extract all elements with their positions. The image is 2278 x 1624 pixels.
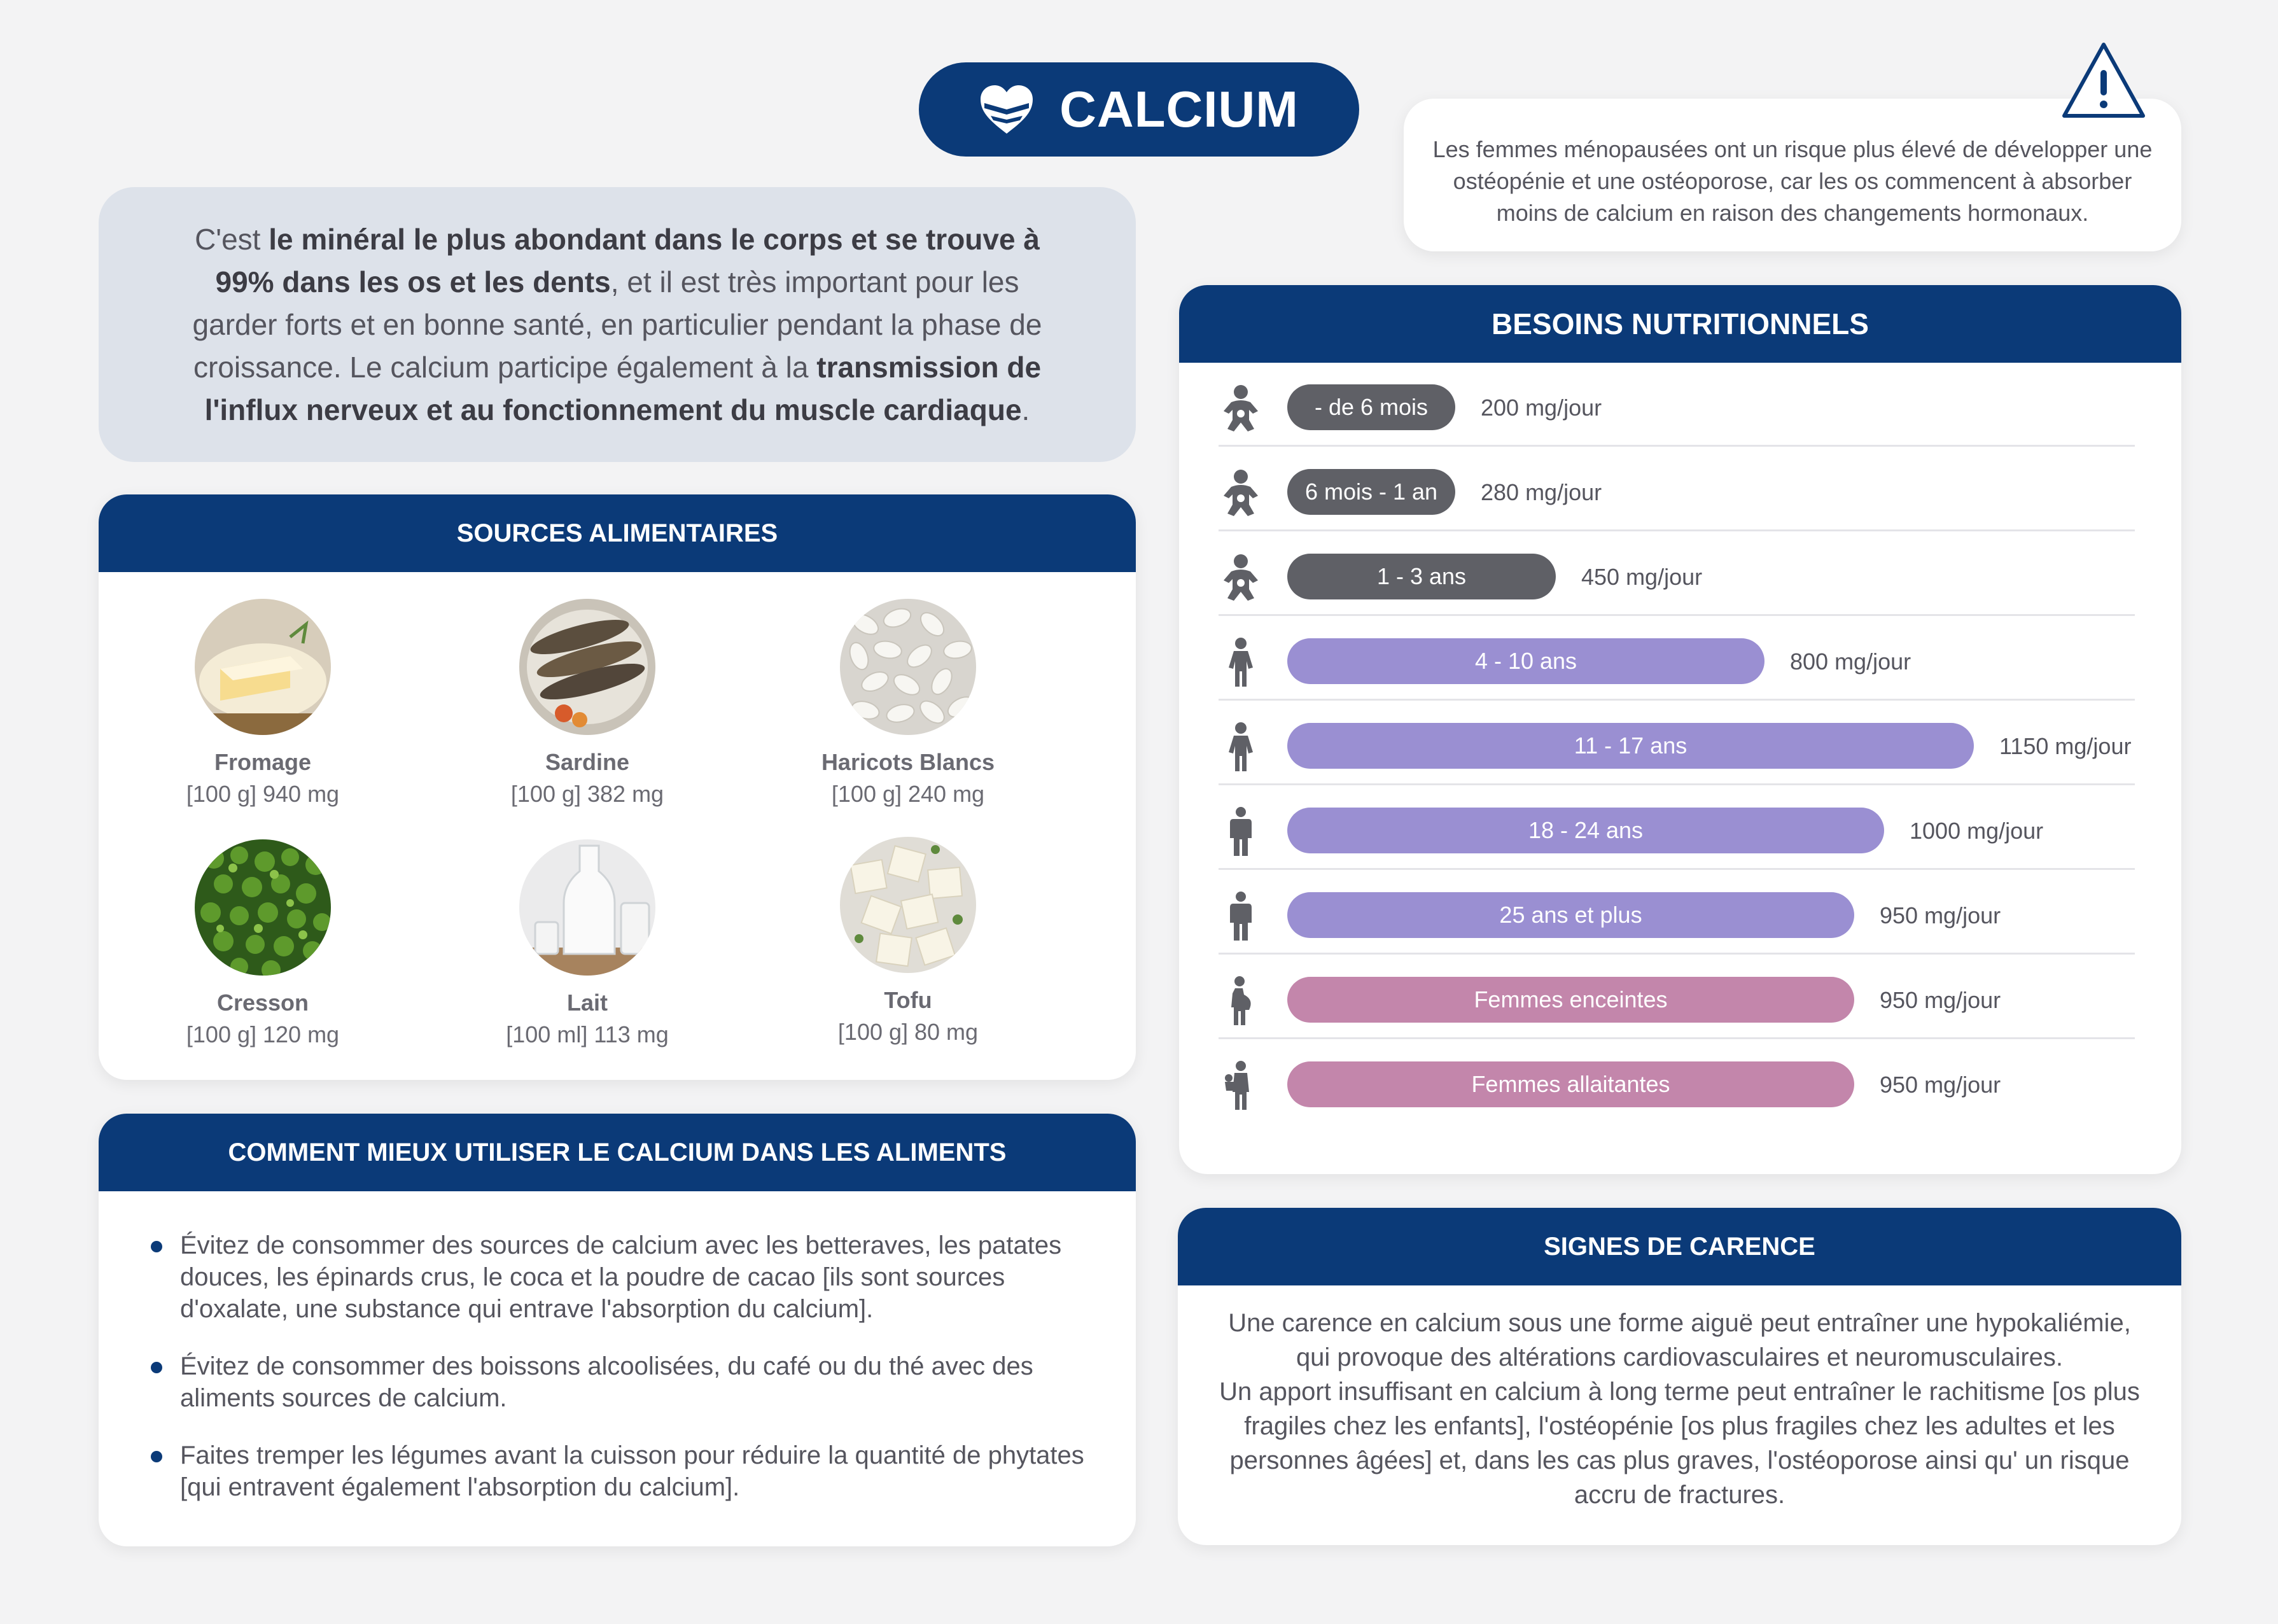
needs-bar: 25 ans et plus <box>1287 892 1854 938</box>
food-name: Sardine <box>545 749 630 775</box>
food-name: Tofu <box>884 987 932 1013</box>
needs-bar: Femmes allaitantes <box>1287 1061 1854 1107</box>
warning-card <box>1404 99 2181 251</box>
list-item: Évitez de consommer des boissons alcoolisées, du café ou du thé avec des aliments sources de calcium. <box>156 1350 1091 1414</box>
needs-value: 1150 mg/jour <box>1999 733 2132 759</box>
infant-icon <box>1219 468 1263 519</box>
needs-value: 1000 mg/jour <box>1910 818 2044 844</box>
needs-bar: 1 - 3 ans <box>1287 554 1556 599</box>
needs-row <box>1219 1040 2135 1124</box>
needs-row <box>1219 955 2135 1039</box>
needs-value: 950 mg/jour <box>1880 902 2001 928</box>
food-sources-heading: SOURCES ALIMENTAIRES <box>99 494 1136 572</box>
needs-value: 950 mg/jour <box>1880 1072 2001 1098</box>
tofu-photo <box>840 837 976 973</box>
needs-bar: 6 mois - 1 an <box>1287 469 1455 515</box>
food-sources-card <box>99 494 1136 1080</box>
warning-triangle-icon <box>2060 41 2147 121</box>
needs-bar: 18 - 24 ans <box>1287 808 1884 853</box>
food-item-lait <box>460 839 715 1048</box>
deficiency-line-longterm: Un apport insuffisant en calcium à long terme peut entraîner le rachitisme [os plus fragiles chez les enfants], l'ostéopénie [os plus fragiles chez les adultes et les personnes âgées] et, dans les cas plus graves, l'ostéoporose ainsi qu' un risque accru de fractures. <box>1219 1378 2140 1509</box>
infant-icon <box>1219 383 1263 434</box>
food-item-cresson <box>136 839 390 1048</box>
needs-row <box>1219 532 2135 616</box>
needs-row <box>1219 447 2135 531</box>
deficiency-line-acute: Une carence en calcium sous une forme aiguë peut entraîner une hypokaliémie, qui provoque des altérations cardiovasculaires et neuromusculaires. <box>1228 1309 2131 1371</box>
food-item-sardine <box>460 599 715 808</box>
needs-bar: 4 - 10 ans <box>1287 638 1764 684</box>
title-pill <box>919 62 1359 157</box>
food-quantity: [100 g] 240 mg <box>831 781 985 807</box>
food-quantity: [100 ml] 113 mg <box>506 1021 669 1047</box>
child-icon <box>1219 722 1263 773</box>
food-quantity: [100 g] 940 mg <box>186 781 340 807</box>
white-beans-photo <box>840 599 976 735</box>
nursing-icon <box>1219 1060 1263 1111</box>
food-quantity: [100 g] 120 mg <box>186 1021 340 1047</box>
deficiency-signs-card <box>1178 1208 2181 1545</box>
cheese-photo <box>195 599 331 735</box>
food-name: Lait <box>566 990 608 1016</box>
adult-icon <box>1219 806 1263 857</box>
food-item-haricots-blancs <box>781 599 1035 808</box>
warning-text: Les femmes ménopausées ont un risque plus élevé de développer une ostéopénie et une ostéoporose, car les os commencent à absorber moins de calcium en raison des changements hormonaux. <box>1432 136 2153 226</box>
needs-value: 280 mg/jour <box>1481 479 1602 505</box>
usage-tips-card <box>99 1114 1136 1546</box>
deficiency-text <box>1178 1285 2181 1512</box>
needs-value: 450 mg/jour <box>1581 564 1703 590</box>
food-name: Haricots Blancs <box>821 749 995 775</box>
food-quantity: [100 g] 382 mg <box>510 781 664 807</box>
deficiency-heading: SIGNES DE CARENCE <box>1178 1208 2181 1285</box>
needs-bar: - de 6 mois <box>1287 384 1455 430</box>
child-icon <box>1219 637 1263 688</box>
pregnant-icon <box>1219 976 1263 1026</box>
food-item-tofu <box>781 837 1035 1046</box>
nutritional-needs-card <box>1179 285 2181 1174</box>
milk-photo <box>519 839 655 976</box>
page-title: CALCIUM <box>1059 81 1299 137</box>
needs-row <box>1219 701 2135 785</box>
heart-logo-icon <box>979 84 1034 135</box>
sardine-photo <box>519 599 655 735</box>
needs-row <box>1219 617 2135 701</box>
usage-tips-heading: COMMENT MIEUX UTILISER LE CALCIUM DANS LES ALIMENTS <box>99 1114 1136 1191</box>
nutritional-needs-heading: BESOINS NUTRITIONNELS <box>1179 285 2181 363</box>
food-quantity: [100 g] 80 mg <box>837 1019 979 1045</box>
needs-value: 950 mg/jour <box>1880 987 2001 1013</box>
list-item: Évitez de consommer des sources de calcium avec les betteraves, les patates douces, les épinards crus, le coca et la poudre de cacao [ils sont sources d'oxalate, une substance qui entrave l'absorption du calcium]. <box>156 1229 1091 1325</box>
adult-icon <box>1219 891 1263 942</box>
intro-text: C'est le minéral le plus abondant dans le corps et se trouve à 99% dans les os et les dents, et il est très important pour les garder forts et en bonne santé, en particulier pendant la phase de croissance. Le calcium participe également à la transmission de l'influx nerveux et au fonctionnement du muscle cardiaque. <box>192 222 1042 426</box>
needs-row <box>1219 786 2135 870</box>
intro-card <box>99 187 1136 462</box>
food-name: Cresson <box>216 990 309 1016</box>
infant-icon <box>1219 552 1263 603</box>
needs-row <box>1219 363 2135 447</box>
food-item-fromage <box>136 599 390 808</box>
tips-list <box>99 1191 1136 1503</box>
list-item: Faites tremper les légumes avant la cuisson pour réduire la quantité de phytates [qui entravent également l'absorption du calcium]. <box>156 1439 1091 1503</box>
needs-value: 200 mg/jour <box>1481 395 1602 421</box>
needs-row <box>1219 871 2135 955</box>
cress-photo <box>195 839 331 976</box>
needs-value: 800 mg/jour <box>1790 648 1911 675</box>
food-name: Fromage <box>214 749 312 775</box>
needs-bar: 11 - 17 ans <box>1287 723 1974 769</box>
needs-bar: Femmes enceintes <box>1287 977 1854 1023</box>
